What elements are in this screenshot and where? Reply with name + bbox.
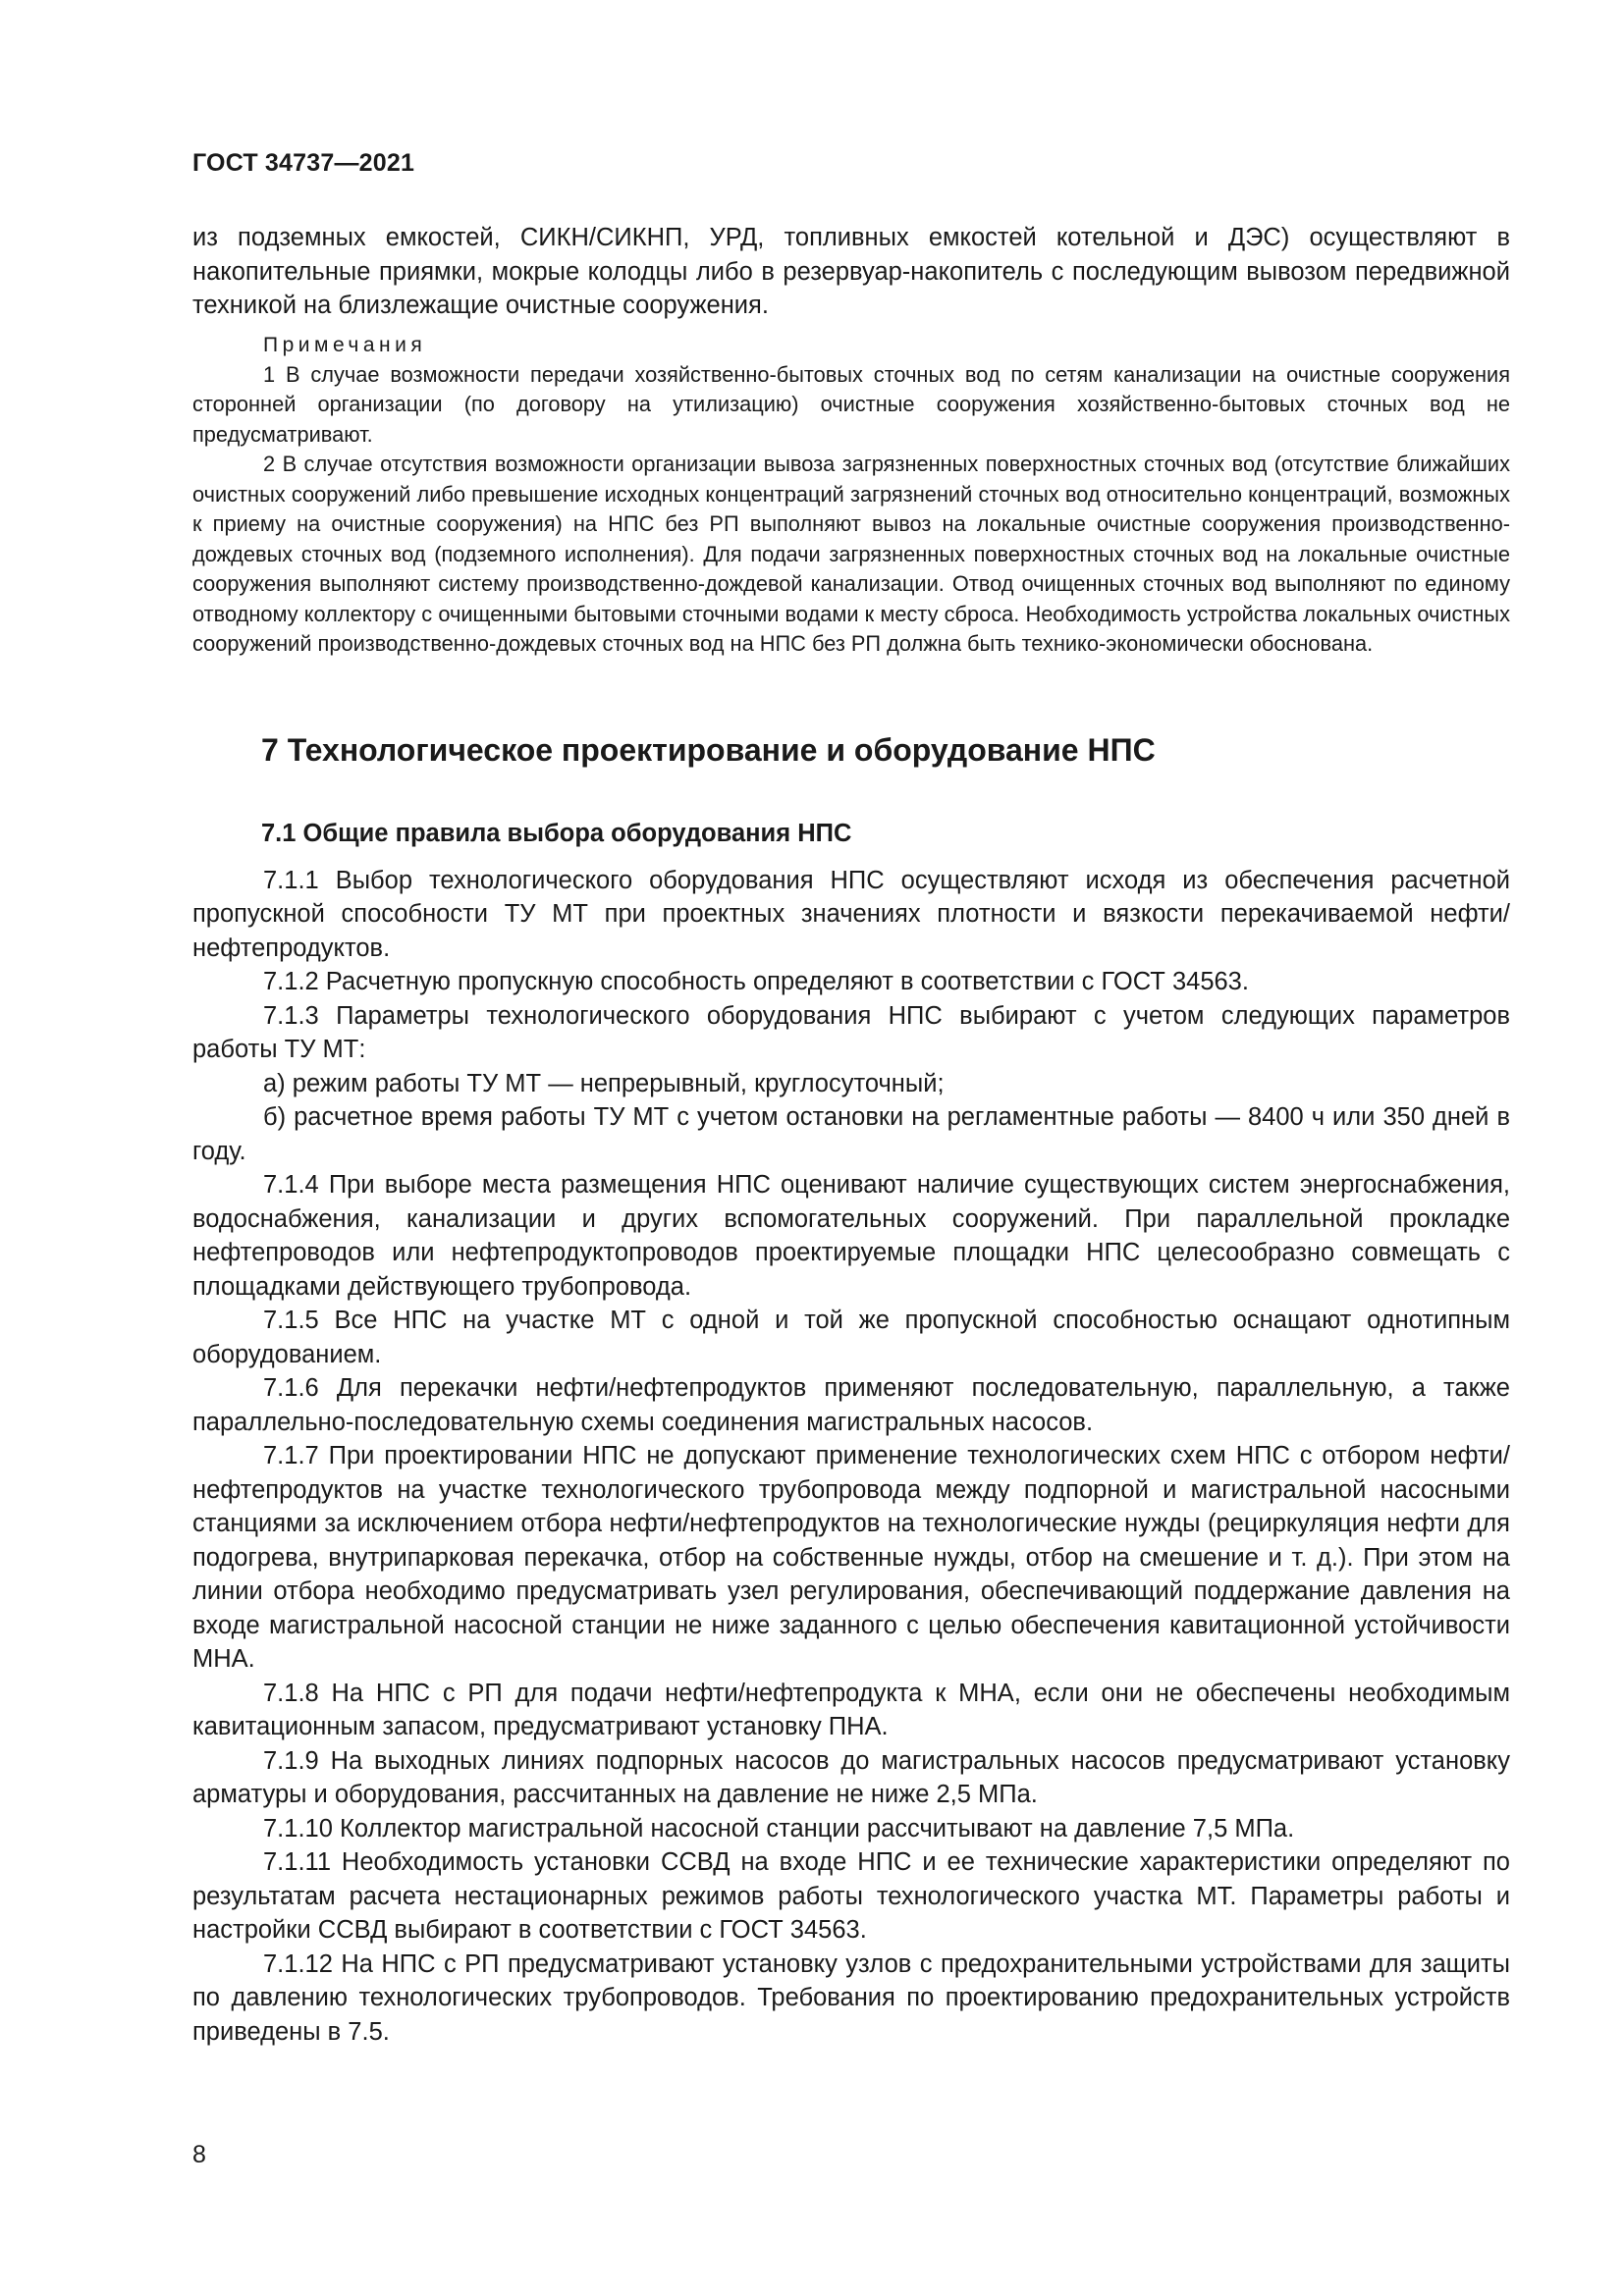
document-header: ГОСТ 34737—2021 bbox=[192, 149, 415, 177]
note-item: 2 В случае отсутствия возможности организации вывоза загрязненных поверхностных сточных вод (отсутствие ближайших очистных сооружений либо превышение исходных концентраций загрязнений сточных вод относительно концентраций, возможных к приему на очистные сооружения) на НПС без РП выполняют вывоз на локальные очистные сооружения производственно-дождевых сточных вод (подземного исполнения). Для подачи загрязненных поверхностных сточных вод на локальные очистные сооружения выполняют систему производственно-дождевой канализации. Отвод очищенных сточных вод выполняют по единому отводному коллектору с очищенными бытовыми сточными водами к месту сброса. Необходимость устройства локальных очистных сооружений производственно-дождевых сточных вод на НПС без РП должна быть технико-экономически обоснована. bbox=[192, 452, 1510, 656]
list-item: б) расчетное время работы ТУ МТ с учетом остановки на регламентные работы — 8400 ч или 350 дней в году. bbox=[192, 1103, 1510, 1165]
paragraph: 7.1.8 На НПС с РП для подачи нефти/нефтепродукта к МНА, если они не обеспечены необходимым кавитационным запасом, предусматривают установку ПНА. bbox=[192, 1679, 1510, 1740]
document-body bbox=[192, 221, 1510, 2049]
paragraph: 7.1.2 Расчетную пропускную способность определяют в соответствии с ГОСТ 34563. bbox=[263, 968, 1249, 995]
intro-paragraph: из подземных емкостей, СИКН/СИКНП, УРД, топливных емкостей котельной и ДЭС) осуществляют в накопительные приямки, мокрые колодцы либо в резервуар-накопитель с последующим вывозом передвижной техникой на близлежащие очистные сооружения. bbox=[192, 224, 1510, 319]
notes-title: Примечания bbox=[263, 333, 427, 356]
paragraph: 7.1.11 Необходимость установки ССВД на входе НПС и ее технические характеристики определяют по результатам расчета нестационарных режимов работы технологического участка МТ. Параметры работы и настройки ССВД выбирают в соответствии с ГОСТ 34563. bbox=[192, 1848, 1510, 1944]
paragraph: 7.1.4 При выборе места размещения НПС оценивают наличие существующих систем энергоснабжения, водоснабжения, канализации и других вспомогательных сооружений. При параллельной прокладке нефтепроводов или нефтепродуктопроводов проектируемые площадки НПС целесообразно совмещать с площадками действующего трубопровода. bbox=[192, 1171, 1510, 1301]
paragraph: 7.1.12 На НПС с РП предусматривают установку узлов с предохранительными устройствами для защиты по давлению технологических трубопроводов. Требования по проектированию предохранительных устройств приведены в 7.5. bbox=[192, 1949, 1510, 2046]
note-item: 1 В случае возможности передачи хозяйственно-бытовых сточных вод по сетям канализации на очистные сооружения сторонней организации (по договору на утилизацию) очистные сооружения хозяйственно-бытовых сточных вод не предусматривают. bbox=[192, 361, 1510, 447]
list-item: а) режим работы ТУ МТ — непрерывный, круглосуточный; bbox=[263, 1069, 945, 1097]
paragraph: 7.1.6 Для перекачки нефти/нефтепродуктов применяют последовательную, параллельную, а также параллельно-последовательную схемы соединения магистральных насосов. bbox=[192, 1374, 1510, 1436]
paragraph: 7.1.7 При проектировании НПС не допускают применение технологических схем НПС с отбором нефти/нефтепродуктов на участке технологического трубопровода между подпорной и магистральной насосными станциями за исключением отбора нефти/нефтепродуктов на технологические нужды (рециркуляция нефти для подогрева, внутрипарковая перекачка, отбор на собственные нужды, отбор на смешение и т. д.). При этом на линии отбора необходимо предусматривать узел регулирования, обеспечивающий поддержание давления на входе магистральной насосной станции не ниже заданного с целью обеспечения кавитационной устойчивости МНА. bbox=[192, 1442, 1510, 1673]
page-number: 8 bbox=[192, 2141, 206, 2168]
paragraph: 7.1.3 Параметры технологического оборудования НПС выбирают с учетом следующих параметров работы ТУ МТ: bbox=[192, 1001, 1510, 1063]
subsection-heading: 7.1 Общие правила выбора оборудования НПС bbox=[261, 819, 852, 847]
paragraph: 7.1.9 На выходных линиях подпорных насосов до магистральных насосов предусматривают установку арматуры и оборудования, рассчитанных на давление не ниже 2,5 МПа. bbox=[192, 1746, 1510, 1808]
section-heading: 7 Технологическое проектирование и оборудование НПС bbox=[261, 731, 1156, 768]
paragraph: 7.1.1 Выбор технологического оборудования НПС осуществляют исходя из обеспечения расчетной пропускной способности ТУ МТ при проектных значениях плотности и вязкости перекачиваемой нефти/нефтепродуктов. bbox=[192, 866, 1510, 962]
paragraph: 7.1.10 Коллектор магистральной насосной станции рассчитывают на давление 7,5 МПа. bbox=[263, 1814, 1295, 1842]
paragraph: 7.1.5 Все НПС на участке МТ с одной и той же пропускной способностью оснащают однотипным оборудованием. bbox=[192, 1307, 1510, 1368]
